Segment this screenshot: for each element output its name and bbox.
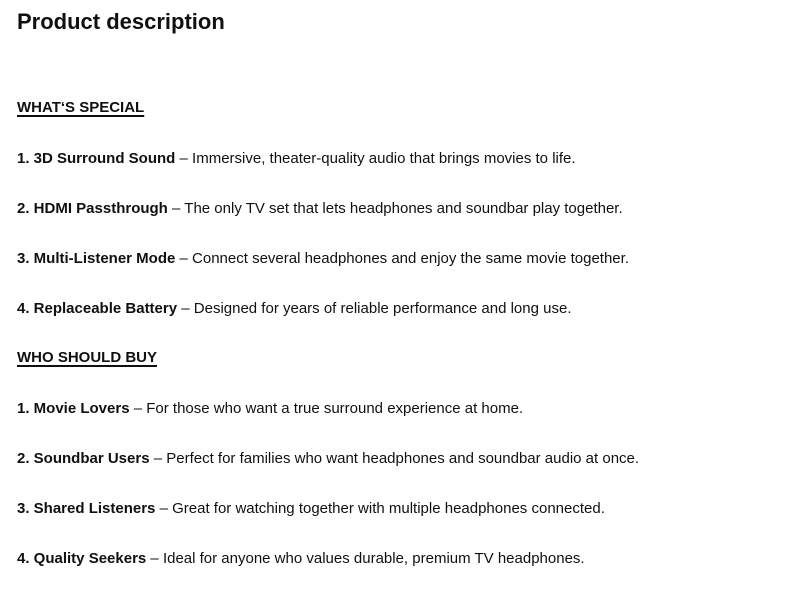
section-heading-who-should-buy: WHO SHOULD BUY	[17, 349, 157, 366]
page-title: Product description	[17, 9, 225, 34]
feature-label: 3. Multi-Listener Mode	[17, 250, 176, 267]
feature-separator: –	[159, 500, 168, 517]
section-heading-whats-special: WHAT‘S SPECIAL	[17, 99, 145, 116]
feature-separator: –	[179, 150, 188, 167]
feature-item	[17, 498, 791, 519]
feature-text: For those who want a true surround experience at home.	[146, 400, 524, 417]
feature-label: 2. Soundbar Users	[17, 450, 150, 467]
feature-text: Ideal for anyone who values durable, premium TV headphones.	[162, 550, 585, 567]
feature-text: The only TV set that lets headphones and soundbar play together.	[184, 200, 623, 217]
feature-label: 1. 3D Surround Sound	[17, 150, 176, 167]
feature-separator: –	[150, 550, 159, 567]
feature-label: 2. HDMI Passthrough	[17, 200, 168, 217]
feature-item	[17, 298, 791, 319]
feature-text: Designed for years of reliable performance and long use.	[193, 300, 572, 317]
feature-separator: –	[153, 450, 163, 467]
feature-label: 3. Shared Listeners	[17, 500, 156, 517]
feature-item	[17, 448, 791, 469]
feature-separator: –	[181, 300, 190, 317]
feature-text: Great for watching together with multiple headphones connected.	[172, 500, 605, 517]
feature-label: 4. Replaceable Battery	[17, 300, 178, 317]
feature-label: 1. Movie Lovers	[17, 400, 130, 417]
feature-separator: –	[179, 250, 188, 267]
feature-item	[17, 548, 791, 569]
feature-item	[17, 198, 791, 219]
feature-item	[17, 398, 791, 419]
feature-item	[17, 148, 791, 169]
feature-separator: –	[172, 200, 181, 217]
feature-label: 4. Quality Seekers	[17, 550, 147, 567]
feature-text: Immersive, theater-quality audio that brings movies to life.	[192, 150, 576, 167]
feature-separator: –	[133, 400, 143, 417]
feature-text: Connect several headphones and enjoy the same movie together.	[192, 250, 629, 267]
feature-text: Perfect for families who want headphones and soundbar audio at once.	[166, 450, 640, 467]
feature-item	[17, 248, 791, 269]
